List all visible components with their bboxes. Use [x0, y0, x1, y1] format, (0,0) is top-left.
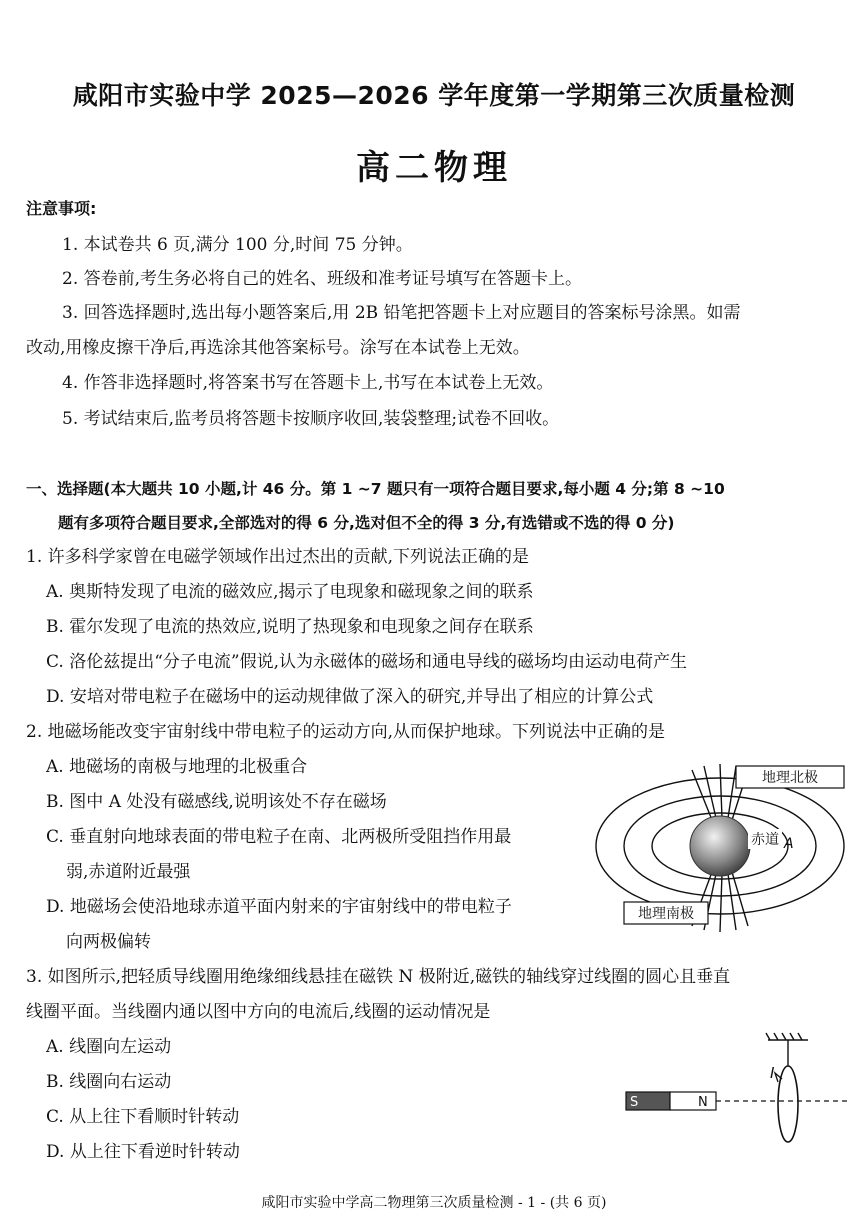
- note-item: 4. 作答非选择题时,将答案书写在答题卡上,书写在本试卷上无效。: [62, 373, 554, 393]
- question-3-option-c: C. 从上往下看顺时针转动: [46, 1107, 240, 1127]
- current-label: I: [770, 1064, 775, 1082]
- geomagnetic-field-figure: [592, 760, 848, 936]
- question-2-option-a: A. 地磁场的南极与地理的北极重合: [46, 757, 308, 777]
- magnet-s-label: S: [630, 1095, 639, 1110]
- question-2-option-c: C. 垂直射向地球表面的带电粒子在南、北两极所受阻挡作用最: [46, 827, 512, 847]
- page-footer: 咸阳市实验中学高二物理第三次质量检测 - 1 - (共 6 页): [261, 1195, 607, 1211]
- geographic-north-label: 地理北极: [762, 770, 818, 786]
- note-item: 2. 答卷前,考生务必将自己的姓名、班级和准考证号填写在答题卡上。: [62, 269, 583, 289]
- note-item: 5. 考试结束后,监考员将答题卡按顺序收回,装袋整理;试卷不回收。: [62, 409, 560, 429]
- question-1-stem: 1. 许多科学家曾在电磁学领域作出过杰出的贡献,下列说法正确的是: [26, 547, 530, 567]
- section-heading: 一、选择题(本大题共 10 小题,计 46 分。第 1 ~7 题只有一项符合题目要求,每小题 4 分;第 8 ~10: [26, 480, 725, 498]
- question-2-option-d: D. 地磁场会使沿地球赤道平面内射来的宇宙射线中的带电粒子: [46, 897, 512, 917]
- equator-label: 赤道: [751, 832, 779, 848]
- note-item: 3. 回答选择题时,选出每小题答案后,用 2B 铅笔把答题卡上对应题目的答案标号涂黑。如需: [62, 303, 741, 323]
- question-3-option-b: B. 线圈向右运动: [46, 1072, 172, 1092]
- earth-globe: [690, 816, 750, 876]
- question-1-option-d: D. 安培对带电粒子在磁场中的运动规律做了深入的研究,并导出了相应的计算公式: [46, 687, 654, 707]
- magnet-coil-figure: [620, 1030, 852, 1148]
- question-2-stem: 2. 地磁场能改变宇宙射线中带电粒子的运动方向,从而保护地球。下列说法中正确的是: [26, 722, 666, 742]
- question-2-option-b: B. 图中 A 处没有磁感线,说明该处不存在磁场: [46, 792, 387, 812]
- question-3-option-a: A. 线圈向左运动: [46, 1037, 172, 1057]
- section-heading-cont: 题有多项符合题目要求,全部选对的得 6 分,选对但不全的得 3 分,有选错或不选的得 0 分): [58, 514, 675, 532]
- question-1-option-a: A. 奥斯特发现了电流的磁效应,揭示了电现象和磁现象之间的联系: [46, 582, 534, 602]
- question-1-option-c: C. 洛伦兹提出“分子电流”假说,认为永磁体的磁场和通电导线的磁场均由运动电荷产生: [46, 652, 687, 672]
- point-a-label: A: [784, 836, 794, 852]
- question-1-option-b: B. 霍尔发现了电流的热效应,说明了热现象和电现象之间存在联系: [46, 617, 534, 637]
- geographic-south-label: 地理南极: [638, 906, 694, 922]
- question-2-option-c-cont: 弱,赤道附近最强: [66, 862, 191, 882]
- exam-title: 咸阳市实验中学 2025—2026 学年度第一学期第三次质量检测: [72, 81, 796, 110]
- question-2-option-d-cont: 向两极偏转: [66, 932, 151, 952]
- question-3-stem: 3. 如图所示,把轻质导线圈用绝缘细线悬挂在磁铁 N 极附近,磁铁的轴线穿过线圈的圆心且垂直: [26, 967, 731, 987]
- note-item: 1. 本试卷共 6 页,满分 100 分,时间 75 分钟。: [62, 235, 413, 255]
- magnet-n-pole: [670, 1092, 716, 1110]
- question-3-stem-cont: 线圈平面。当线圈内通以图中方向的电流后,线圈的运动情况是: [26, 1002, 491, 1022]
- exam-subject: 高二物理: [356, 148, 512, 188]
- magnet-n-label: N: [698, 1095, 708, 1110]
- notes-heading: 注意事项:: [26, 199, 97, 218]
- note-item: 改动,用橡皮擦干净后,再选涂其他答案标号。涂写在本试卷上无效。: [26, 338, 530, 358]
- question-3-option-d: D. 从上往下看逆时针转动: [46, 1142, 240, 1162]
